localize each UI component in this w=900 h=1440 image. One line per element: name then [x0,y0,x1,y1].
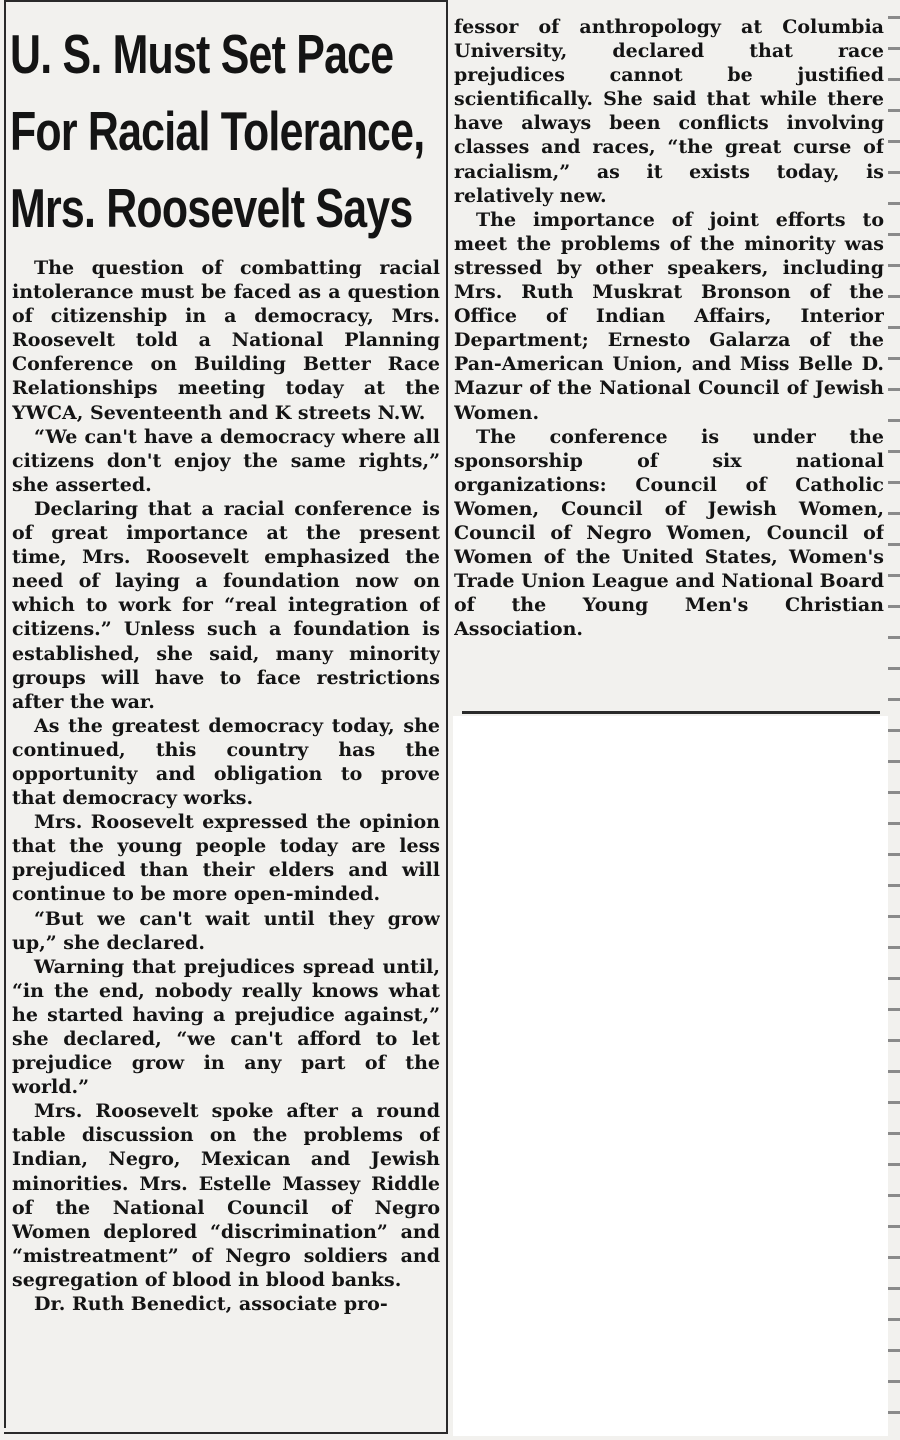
headline-line-1: U. S. Must Set Pace [10,23,394,85]
right-text-column [454,15,884,705]
paragraph-4: As the greatest democracy today, she continued, this country has the opportunity and obligation to prove that democracy works. [12,714,440,810]
paragraph-3: Declaring that a racial conference is of great importance at the present time, Mrs. Roosevelt emphasized the need of laying a foundation now on which to work for “real integration of citizens.” Unless such a foundation is established, she said, many minority groups will have to face restrictions after the war. [12,497,440,713]
paragraph-2: “We can't have a democracy where all citizens don't enjoy the same rights,” she asserted. [12,425,440,496]
paragraph-5: Mrs. Roosevelt expressed the opinion that the young people today are less prejudiced than their elders and will continue to be more open-minded. [12,811,440,906]
article-end-rule [462,711,880,714]
headline-line-2: For Racial Tolerance, [10,100,425,162]
bottom-border-rule [4,1432,448,1434]
paragraph-10: The importance of joint efforts to meet the problems of the minority was stressed by other speakers, including Mrs. Ruth Muskrat Bronson of the Office of Indian Affairs, Interior Department; Ernesto Galarza of the Pan-American Union, and Miss Belle D. Mazur of the National Council of Jewish Women. [454,208,884,424]
paragraph-11: The conference is under the sponsorship of six national organizations: Council of Catholic Women, Council of Jewish Women, Council of Negro Women, Council of Women of the United States, Women's Trade Union League and National Board of the Young Men's Christian Association. [454,425,884,641]
blank-area [453,716,896,1436]
paragraph-8: Mrs. Roosevelt spoke after a round table discussion on the problems of Indian, Negro, Mexican and Jewish minorities. Mrs. Estelle Massey Riddle of the National Council of Negro Women deplored “discrimination” and “mistreatment” of Negro soldiers and segregation of blood in blood banks. [12,1100,440,1291]
top-border-rule [4,0,448,2]
paragraph-6: “But we can't wait until they grow up,” she declared. [12,907,440,954]
paragraph-9: Dr. Ruth Benedict, associate pro- [34,1293,388,1316]
paragraph-7: Warning that prejudices spread until, “in the end, nobody really knows what he started having a prejudice against,” she declared, “we can't afford to let prejudice grow in any part of the world.” [12,955,440,1099]
left-text-column [12,256,440,1428]
headline-line-3: Mrs. Roosevelt Says [10,177,413,239]
left-border-rule [4,0,6,1428]
paragraph-1: The question of combatting racial intolerance must be faced as a question of citizenship in a democracy, Mrs. Roosevelt told a National Planning Conference on Building Better Race Relationships meeting today at the YWCA, Seventeenth and K streets N.W. [12,257,440,424]
column-divider-rule [446,0,448,1432]
continued-paragraph: fessor of anthropology at Columbia University, declared that race prejudices cannot be justified scientifically. She said that while there have always been conflicts involving classes and races, “the great curse of racialism,” as it exists today, is relatively new. [454,16,884,207]
adjacent-column-edge [888,0,900,1440]
headline [10,16,425,247]
